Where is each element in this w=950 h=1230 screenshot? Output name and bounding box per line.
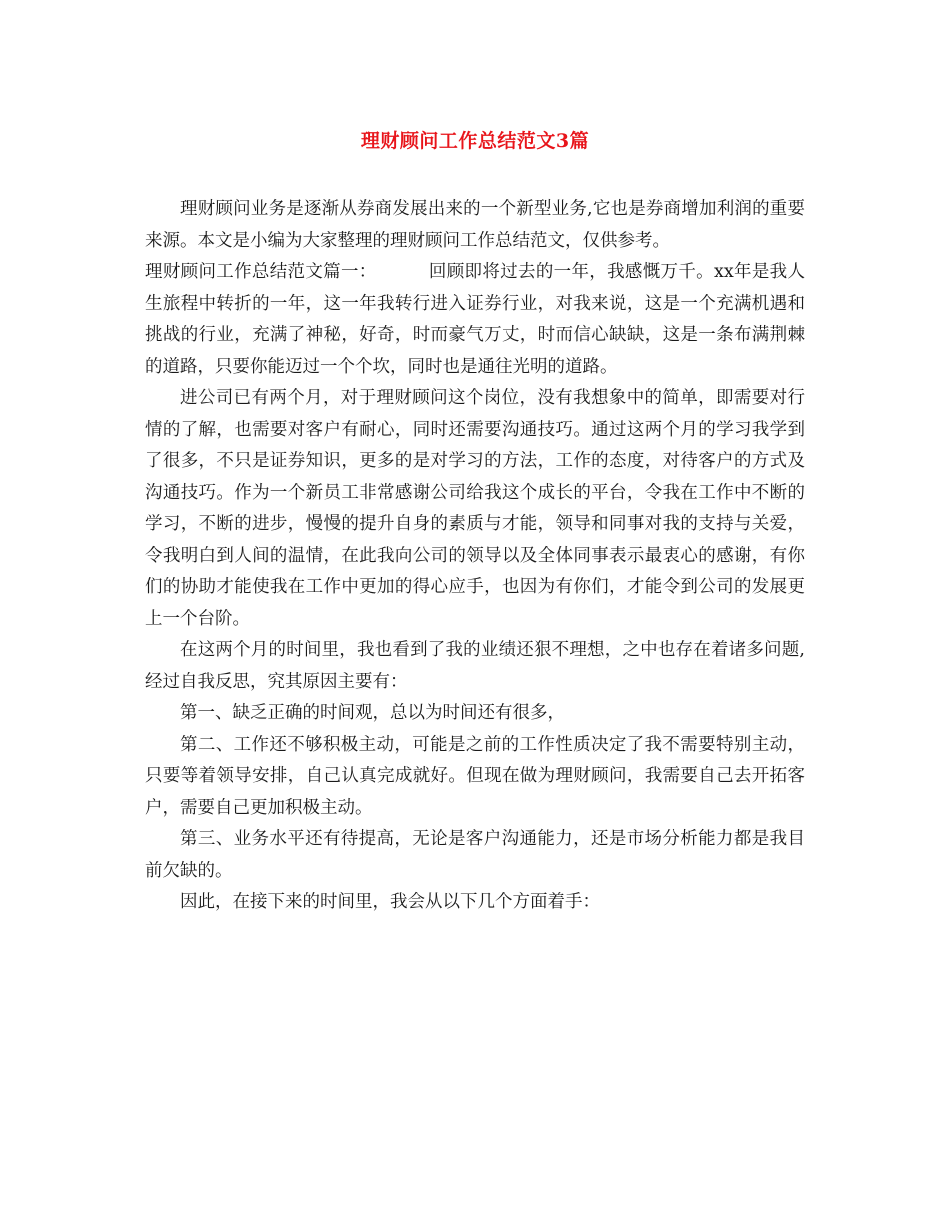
document-body xyxy=(145,194,805,919)
document-title: 理财顾问工作总结范文3篇 xyxy=(360,130,590,152)
intro-paragraph: 理财顾问业务是逐渐从券商发展出来的一个新型业务,它也是券商增加利润的重要来源。本文是小编为大家整理的理财顾问工作总结范文，仅供参考。 xyxy=(145,199,805,251)
body-paragraph: 第一、缺乏正确的时间观，总以为时间还有很多， xyxy=(180,703,565,723)
body-paragraph: 第三、业务水平还有待提高，无论是客户沟通能力，还是市场分析能力都是我目前欠缺的。 xyxy=(145,829,805,881)
body-paragraph: 第二、工作还不够积极主动，可能是之前的工作性质决定了我不需要特别主动，只要等着领导安排，自己认真完成就好。但现在做为理财顾问，我需要自己去开拓客户，需要自己更加积极主动。 xyxy=(145,734,805,818)
body-paragraph: 在这两个月的时间里，我也看到了我的业绩还狠不理想，之中也存在着诸多问题,经过自我反思，究其原因主要有： xyxy=(145,640,805,692)
body-paragraph: 因此，在接下来的时间里，我会从以下几个方面着手： xyxy=(180,892,600,912)
section1-heading: 理财顾问工作总结范文篇一： xyxy=(145,262,377,282)
section1-paragraph xyxy=(145,257,805,383)
body-paragraph: 进公司已有两个月，对于理财顾问这个岗位，没有我想象中的简单，即需要对行情的了解，也需要对客户有耐心，同时还需要沟通技巧。通过这两个月的学习我学到了很多，不只是证券知识，更多的是对学习的方法，工作的态度，对待客户的方式及沟通技巧。作为一个新员工非常感谢公司给我这个成长的平台，令我在工作中不断的学习，不断的进步，慢慢的提升自身的素质与才能，领导和同事对我的支持与关爱，令我明白到人间的温情，在此我向公司的领导以及全体同事表示最衷心的感谢，有你们的协助才能使我在工作中更加的得心应手，也因为有你们，才能令到公司的发展更上一个台阶。 xyxy=(145,388,805,629)
section1-text: 回顾即将过去的一年，我感慨万千。xx年是我人生旅程中转折的一年，这一年我转行进入证券行业，对我来说，这是一个充满机遇和挑战的行业，充满了神秘，好奇，时而豪气万丈，时而信心缺缺，这是一条布满荆棘的道路，只要你能迈过一个个坎，同时也是通往光明的道路。 xyxy=(145,262,805,377)
